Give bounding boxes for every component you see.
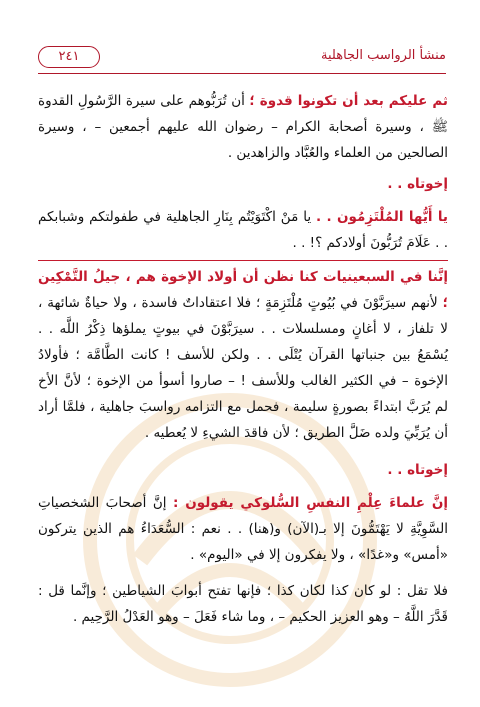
paragraph-2 — [38, 204, 448, 256]
paragraph-4-lead: إنَّ علماءَ عِلْمِ النفسِ السُّلوكي يقولون : — [173, 495, 448, 511]
paragraph-5-text: فلا تقل : لو كان كذا لكان كذا ؛ فإنها تفتح أبوابَ الشياطين ؛ وإنَّما قل : قَدَّرَ اللَّهُ – وهو العزيز الحكيم – ، وما شاء فَعَلَ – وهو العَدْلُ الرَّحِيم . — [38, 583, 448, 625]
paragraph-4-text: إنَّ أصحابَ الشخصياتِ السَّوِيَّةِ لا يَهْتَمُّونَ إلا بـ(الآن) و(هنا) . . نعم : السُّعَدَاءُ هم الذين يتركون «أمس» و«غدًا» ، ولا يفكرون إلا في «اليوم» . — [38, 495, 448, 563]
paragraph-1-text: أن تُرَبُّوهم على سيرة الرَّسُولِ القدوة ﷺ ، وسيرة أصحابة الكرام – رضوان الله عليهم أجمعين – ، وسيرة الصالحين من العلماء والعُبَّاد والزاهدين . — [38, 93, 448, 161]
paragraph-3-text: لأنهم سيرَبَّوْنَ في بُيُوتٍ مُلْتَزِمَةٍ ؛ فلا اعتقاداتٌ فاسدة ، ولا حياةٌ شائهة ، لا تلفاز ، لا أغانٍ ومسلسلات . . سيرَبَّوْنَ في بيوتٍ يملؤها ذِكْرُ اللَّه . . يُسْمَعُ بين جنباتها القرآن يُتْلَى . . ولكن للأسف ! كانت الطَّامَّة ؛ فأولادُ الإخوة – في الكثير الغالب وللأسف ! – صاروا أسوأ من الإخوة ؛ لأنَّ الأخ لم يُرَبَّ ابتداءً بصورةٍ سليمة ، فحمل مع التزامه رواسبَ جاهلية ، فلمَّا أراد أن يُرَبِّيَ ولده ضَلَّ الطريق ؛ لأن فاقدَ الشيءِ لا يُعطيه . — [38, 295, 448, 441]
separator-line — [38, 260, 448, 261]
running-title: منشأ الرواسب الجاهلية — [321, 48, 446, 63]
paragraph-3-lead: إنَّنا في السبعينيات كنا نظن أن أولاد الإخوة هم ، جيلُ التَّمْكِين ؛ — [38, 269, 448, 311]
paragraph-4 — [38, 490, 448, 568]
paragraph-5 — [38, 578, 448, 630]
page-number-badge: ٢٤١ — [38, 46, 100, 68]
header-rule — [38, 73, 446, 74]
page-header — [38, 46, 446, 70]
paragraph-2-lead: يا أَيُّها المُلْتَزِمُون . . — [316, 209, 448, 225]
paragraph-2-text: يا مَنْ اكْتَوَيْتُم بِنَارِ الجاهلية في طفولتكم وشبابكم . . عَلَامَ تُرَبُّونَ أولادكم ؟! . . — [38, 209, 448, 251]
paragraph-1 — [38, 88, 448, 166]
paragraph-1-lead: ثم عليكم بعد أن تكونوا قدوة ؛ — [249, 93, 448, 109]
heading-brothers-1: إخوتاه . . — [387, 176, 448, 192]
paragraph-3 — [38, 264, 448, 446]
heading-brothers-2: إخوتاه . . — [387, 462, 448, 478]
